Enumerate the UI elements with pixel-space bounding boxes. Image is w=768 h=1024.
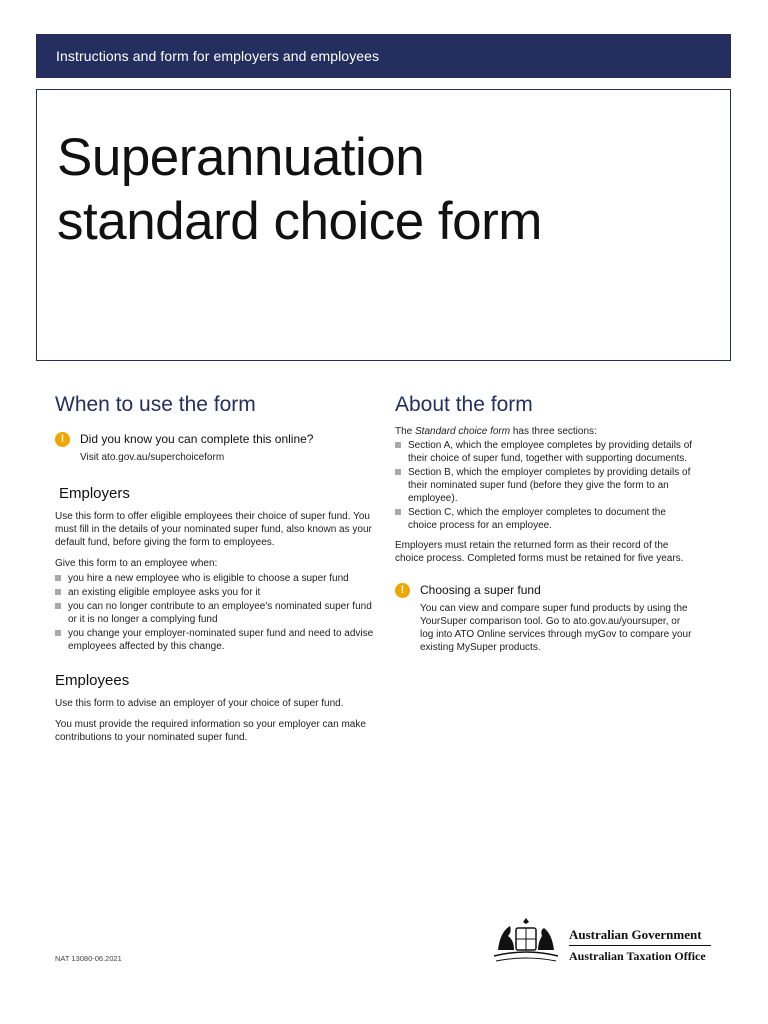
title-line-2: standard choice form (57, 192, 542, 251)
list-item: Section C, which the employer completes to document the choice process for an employee. (395, 506, 695, 532)
list-item: an existing eligible employee asks you for it (55, 586, 375, 599)
exclamation-circle-icon: ! (395, 583, 410, 598)
online-note-body: Visit ato.gov.au/superchoiceform (80, 452, 225, 463)
exclamation-circle-icon: ! (55, 432, 70, 447)
title-box (36, 89, 731, 361)
form-code: NAT 13080-06.2021 (55, 954, 122, 963)
about-intro-pre: The (395, 426, 416, 437)
about-heading: About the form (395, 393, 533, 416)
title-line-1: Superannuation (57, 128, 425, 187)
choosing-note-title: Choosing a super fund (420, 583, 541, 597)
online-note (55, 432, 375, 464)
sections-list (395, 439, 695, 532)
retain-text: Employers must retain the returned form as their record of the choice process. Completed forms must be retained for five years. (395, 540, 684, 564)
about-intro (395, 425, 695, 438)
coat-of-arms-icon (488, 914, 564, 970)
when-to-use-heading: When to use the form (55, 393, 256, 416)
employers-heading: Employers (59, 485, 130, 502)
banner-text: Instructions and form for employers and employees (56, 48, 380, 64)
employees-para-1: Use this form to advise an employer of your choice of super fund. (55, 698, 344, 709)
employers-para-1: Use this form to offer eligible employees their choice of super fund. You must fill in the details of your nominated super fund, also known as your default fund, before giving the form to employees. (55, 511, 372, 548)
page-title (57, 126, 542, 254)
about-intro-post: has three sections: (510, 426, 597, 437)
logo-divider (569, 945, 711, 946)
choosing-note (395, 583, 695, 654)
agency-name: Australian Taxation Office (569, 949, 706, 963)
choosing-note-body: You can view and compare super fund products by using the YourSuper comparison tool. Go to ato.gov.au/yoursuper, or log into ATO Online services through myGov to compare your existing MySuper products. (420, 603, 692, 653)
list-item: Section B, which the employer completes by providing details of their nominated super fund (before they give the form to an employee). (395, 466, 695, 505)
list-item: you change your employer-nominated super fund and need to advise employees affected by this change. (55, 627, 375, 653)
list-item: you hire a new employee who is eligible to choose a super fund (55, 572, 375, 585)
online-note-title: Did you know you can complete this online? (80, 432, 314, 446)
employer-conditions-list (55, 572, 375, 653)
form-name: Standard choice form (415, 426, 511, 437)
ato-logo (488, 914, 718, 970)
gov-name: Australian Government (569, 927, 702, 942)
list-item: you can no longer contribute to an employee's nominated super fund or it is no longer a complying fund (55, 600, 375, 626)
employees-heading: Employees (55, 672, 130, 689)
list-item: Section A, which the employee completes by providing details of their choice of super fund, together with supporting documents. (395, 439, 695, 465)
right-column (395, 392, 695, 660)
employers-para-2: Give this form to an employee when: (55, 558, 218, 569)
left-column (55, 392, 375, 750)
header-banner (36, 34, 731, 78)
employees-para-2: You must provide the required information so your employer can make contributions to your nominated super fund. (55, 719, 366, 743)
